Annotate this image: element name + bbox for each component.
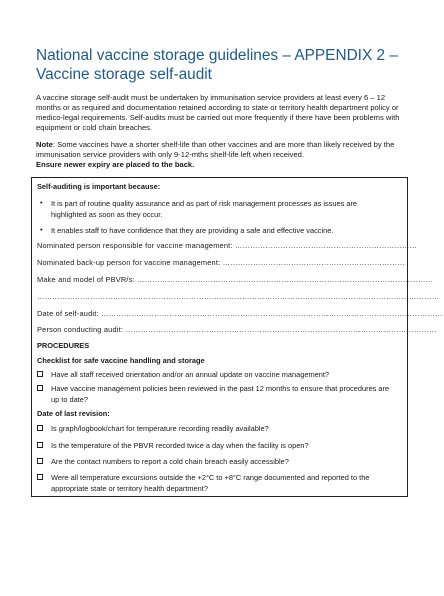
- checklist-item: Is graph/logbook/chart for temperature recording readily available?: [51, 424, 269, 433]
- field-pbvr-model: Make and model of PBVR/s: ………………………………………………………………………………………………………: [37, 275, 434, 284]
- checklist-item: Is the temperature of the PBVR recorded twice a day when the facility is open?: [51, 441, 309, 450]
- self-audit-box: [31, 177, 443, 497]
- field-auditor: Person conducting audit: ……………………………………………………………………………………………………………: [37, 325, 437, 334]
- checkbox[interactable]: [37, 371, 43, 377]
- intro-paragraph: A vaccine storage self-audit must be undertaken by immunisation service providers at least every 6 – 12 months or as required and documentation retained according to state or territory health department policy or medico-legal requirements. Self-audits must be carried out more frequently if there have been problems with equipment or cold chain breaches.: [36, 93, 400, 132]
- checkbox[interactable]: [37, 458, 43, 464]
- note-label: Note: [36, 140, 53, 149]
- bullet-item: It enables staff to have confidence that they are providing a safe and effective vaccine.: [51, 226, 334, 235]
- field-blank-line: ……………………………………………………………………………………………………………………………………………: [37, 292, 440, 301]
- field-backup-person: Nominated back-up person for vaccine management: ………………………………………………………………: [37, 258, 405, 267]
- box-heading: Self-auditing is important because:: [37, 182, 161, 191]
- checklist-item: Were all temperature excursions outside the +2°C to +8°C range documented and reported to the appropriate state or territory health department?: [51, 473, 370, 493]
- note-text: : Some vaccines have a shorter shelf-life than other vaccines and are more than likely received by the immunisation service providers with only 9-12-mths shelf-life left when received.: [36, 140, 395, 159]
- bullet-icon: •: [40, 225, 43, 234]
- checklist-item: Are the contact numbers to report a cold chain breach easily accessible?: [51, 457, 289, 466]
- checkbox[interactable]: [37, 385, 43, 391]
- checklist-heading: Checklist for safe vaccine handling and storage: [37, 356, 205, 365]
- bullet-item: It is part of routine quality assurance and as part of risk management processes as issues are highlighted as soon as they occur.: [51, 199, 358, 219]
- procedures-heading: PROCEDURES: [37, 341, 90, 350]
- checkbox[interactable]: [37, 442, 43, 448]
- field-responsible-person: Nominated person responsible for vaccine management: ………………………………………………………………: [37, 241, 418, 250]
- revision-label: Date of last revision:: [37, 409, 110, 418]
- checklist-item: Have all staff received orientation and/or an annual update on vaccine management?: [51, 370, 330, 379]
- note-emphasis: Ensure newer expiry are placed to the back.: [36, 160, 195, 169]
- bullet-icon: •: [40, 198, 43, 207]
- checklist-item: Have vaccine management policies been reviewed in the past 12 months to ensure that procedures are up to date?: [51, 384, 390, 404]
- page-title: National vaccine storage guidelines – APPENDIX 2 – Vaccine storage self-audit: [36, 47, 398, 83]
- field-audit-date: Date of self-audit: ………………………………………………………………………………………………………………………: [37, 309, 443, 318]
- checkbox[interactable]: [37, 425, 43, 431]
- checkbox[interactable]: [37, 474, 43, 480]
- note-paragraph: [36, 140, 412, 170]
